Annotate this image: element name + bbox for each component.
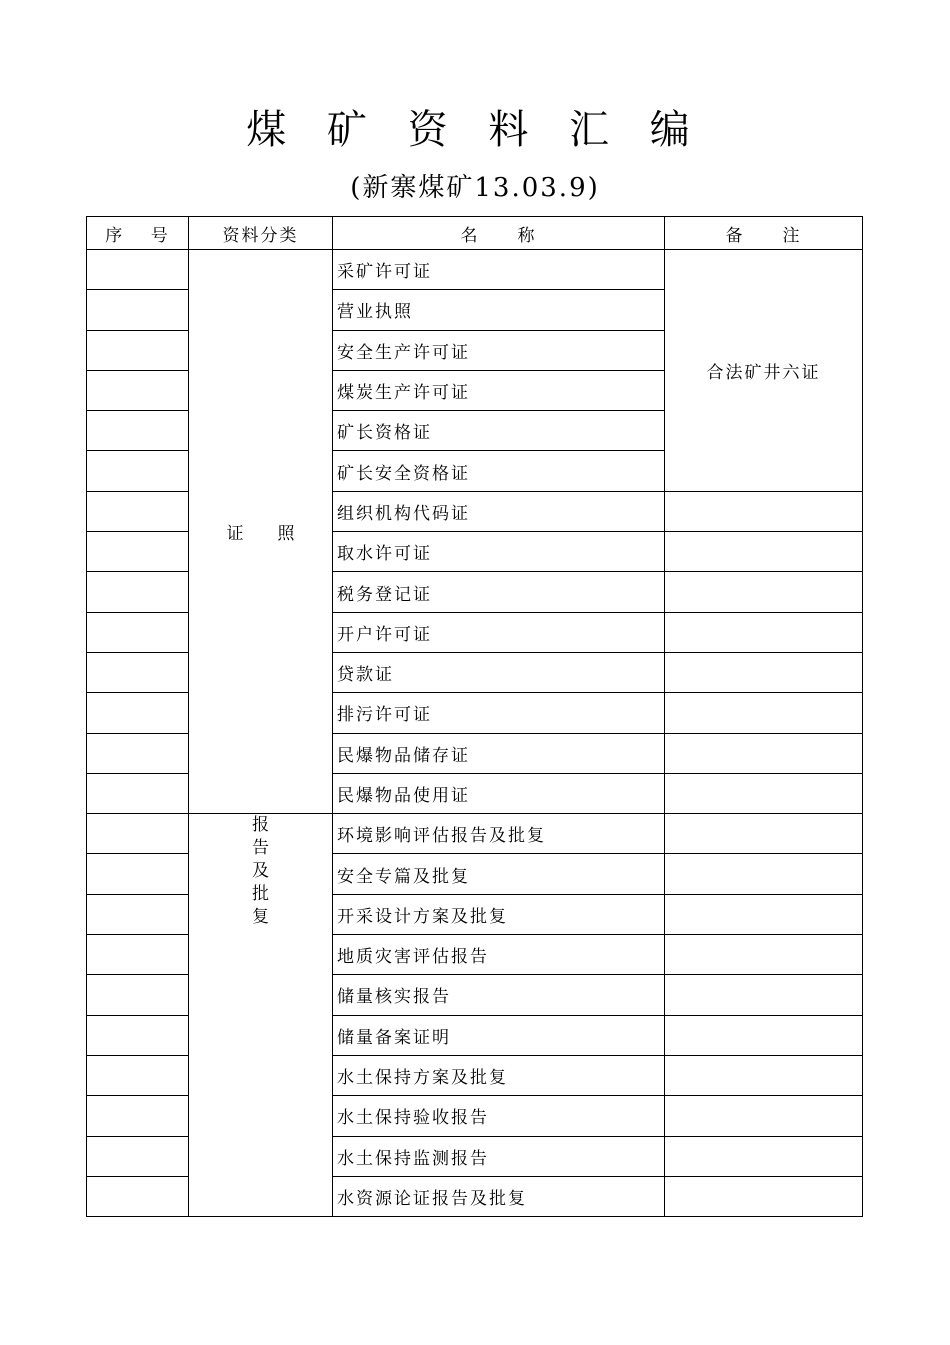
seq-cell xyxy=(87,975,189,1015)
remark-cell xyxy=(665,612,863,652)
name-cell: 开户许可证 xyxy=(333,612,665,652)
name-cell: 环境影响评估报告及批复 xyxy=(333,814,665,854)
seq-cell xyxy=(87,572,189,612)
header-category: 资料分类 xyxy=(189,217,333,250)
seq-cell xyxy=(87,814,189,854)
name-cell: 营业执照 xyxy=(333,290,665,330)
name-cell: 排污许可证 xyxy=(333,693,665,733)
seq-cell xyxy=(87,854,189,894)
table-row xyxy=(87,250,863,290)
header-remark: 备 注 xyxy=(665,217,863,250)
seq-cell xyxy=(87,330,189,370)
name-cell: 矿长资格证 xyxy=(333,411,665,451)
category-cell-licenses: 证 照 xyxy=(189,250,333,814)
header-seq: 序 号 xyxy=(87,217,189,250)
name-cell: 开采设计方案及批复 xyxy=(333,894,665,934)
seq-cell xyxy=(87,491,189,531)
name-cell: 采矿许可证 xyxy=(333,250,665,290)
seq-cell xyxy=(87,612,189,652)
data-table xyxy=(86,216,863,1217)
seq-cell xyxy=(87,532,189,572)
remark-cell xyxy=(665,1136,863,1176)
header-name: 名 称 xyxy=(333,217,665,250)
seq-cell xyxy=(87,935,189,975)
remark-cell xyxy=(665,532,863,572)
name-cell: 取水许可证 xyxy=(333,532,665,572)
seq-cell xyxy=(87,1015,189,1055)
seq-cell xyxy=(87,773,189,813)
remark-cell-six-licenses: 合法矿井六证 xyxy=(665,250,863,492)
name-cell: 储量备案证明 xyxy=(333,1015,665,1055)
document-title: 煤 矿 资 料 汇 编 xyxy=(246,107,704,153)
seq-cell xyxy=(87,693,189,733)
seq-cell xyxy=(87,411,189,451)
remark-cell xyxy=(665,652,863,692)
name-cell: 水土保持监测报告 xyxy=(333,1136,665,1176)
name-cell: 安全专篇及批复 xyxy=(333,854,665,894)
name-cell: 贷款证 xyxy=(333,652,665,692)
seq-cell xyxy=(87,733,189,773)
remark-cell xyxy=(665,975,863,1015)
seq-cell xyxy=(87,652,189,692)
remark-cell xyxy=(665,693,863,733)
remark-cell xyxy=(665,1096,863,1136)
name-cell: 民爆物品储存证 xyxy=(333,733,665,773)
remark-cell xyxy=(665,935,863,975)
name-cell: 储量核实报告 xyxy=(333,975,665,1015)
seq-cell xyxy=(87,451,189,491)
category-label-reports: 报告及批复 xyxy=(252,815,269,928)
name-cell: 矿长安全资格证 xyxy=(333,451,665,491)
remark-cell xyxy=(665,1055,863,1095)
name-cell: 税务登记证 xyxy=(333,572,665,612)
remark-cell xyxy=(665,1015,863,1055)
remark-cell xyxy=(665,572,863,612)
seq-cell xyxy=(87,290,189,330)
seq-cell xyxy=(87,370,189,410)
seq-cell xyxy=(87,1055,189,1095)
remark-cell xyxy=(665,733,863,773)
header-row xyxy=(87,217,863,250)
name-cell: 安全生产许可证 xyxy=(333,330,665,370)
remark-cell xyxy=(665,1176,863,1216)
remark-cell xyxy=(665,854,863,894)
remark-cell xyxy=(665,894,863,934)
table-row xyxy=(87,814,863,854)
name-cell: 民爆物品使用证 xyxy=(333,773,665,813)
seq-cell xyxy=(87,250,189,290)
seq-cell xyxy=(87,1176,189,1216)
seq-cell xyxy=(87,1096,189,1136)
remark-cell xyxy=(665,814,863,854)
seq-cell xyxy=(87,1136,189,1176)
name-cell: 组织机构代码证 xyxy=(333,491,665,531)
name-cell: 水资源论证报告及批复 xyxy=(333,1176,665,1216)
document-subtitle: (新寨煤矿13.03.9) xyxy=(350,173,600,203)
remark-cell xyxy=(665,773,863,813)
name-cell: 水土保持方案及批复 xyxy=(333,1055,665,1095)
name-cell: 水土保持验收报告 xyxy=(333,1096,665,1136)
name-cell: 煤炭生产许可证 xyxy=(333,370,665,410)
category-cell-reports xyxy=(189,814,333,1217)
seq-cell xyxy=(87,894,189,934)
name-cell: 地质灾害评估报告 xyxy=(333,935,665,975)
remark-cell xyxy=(665,491,863,531)
